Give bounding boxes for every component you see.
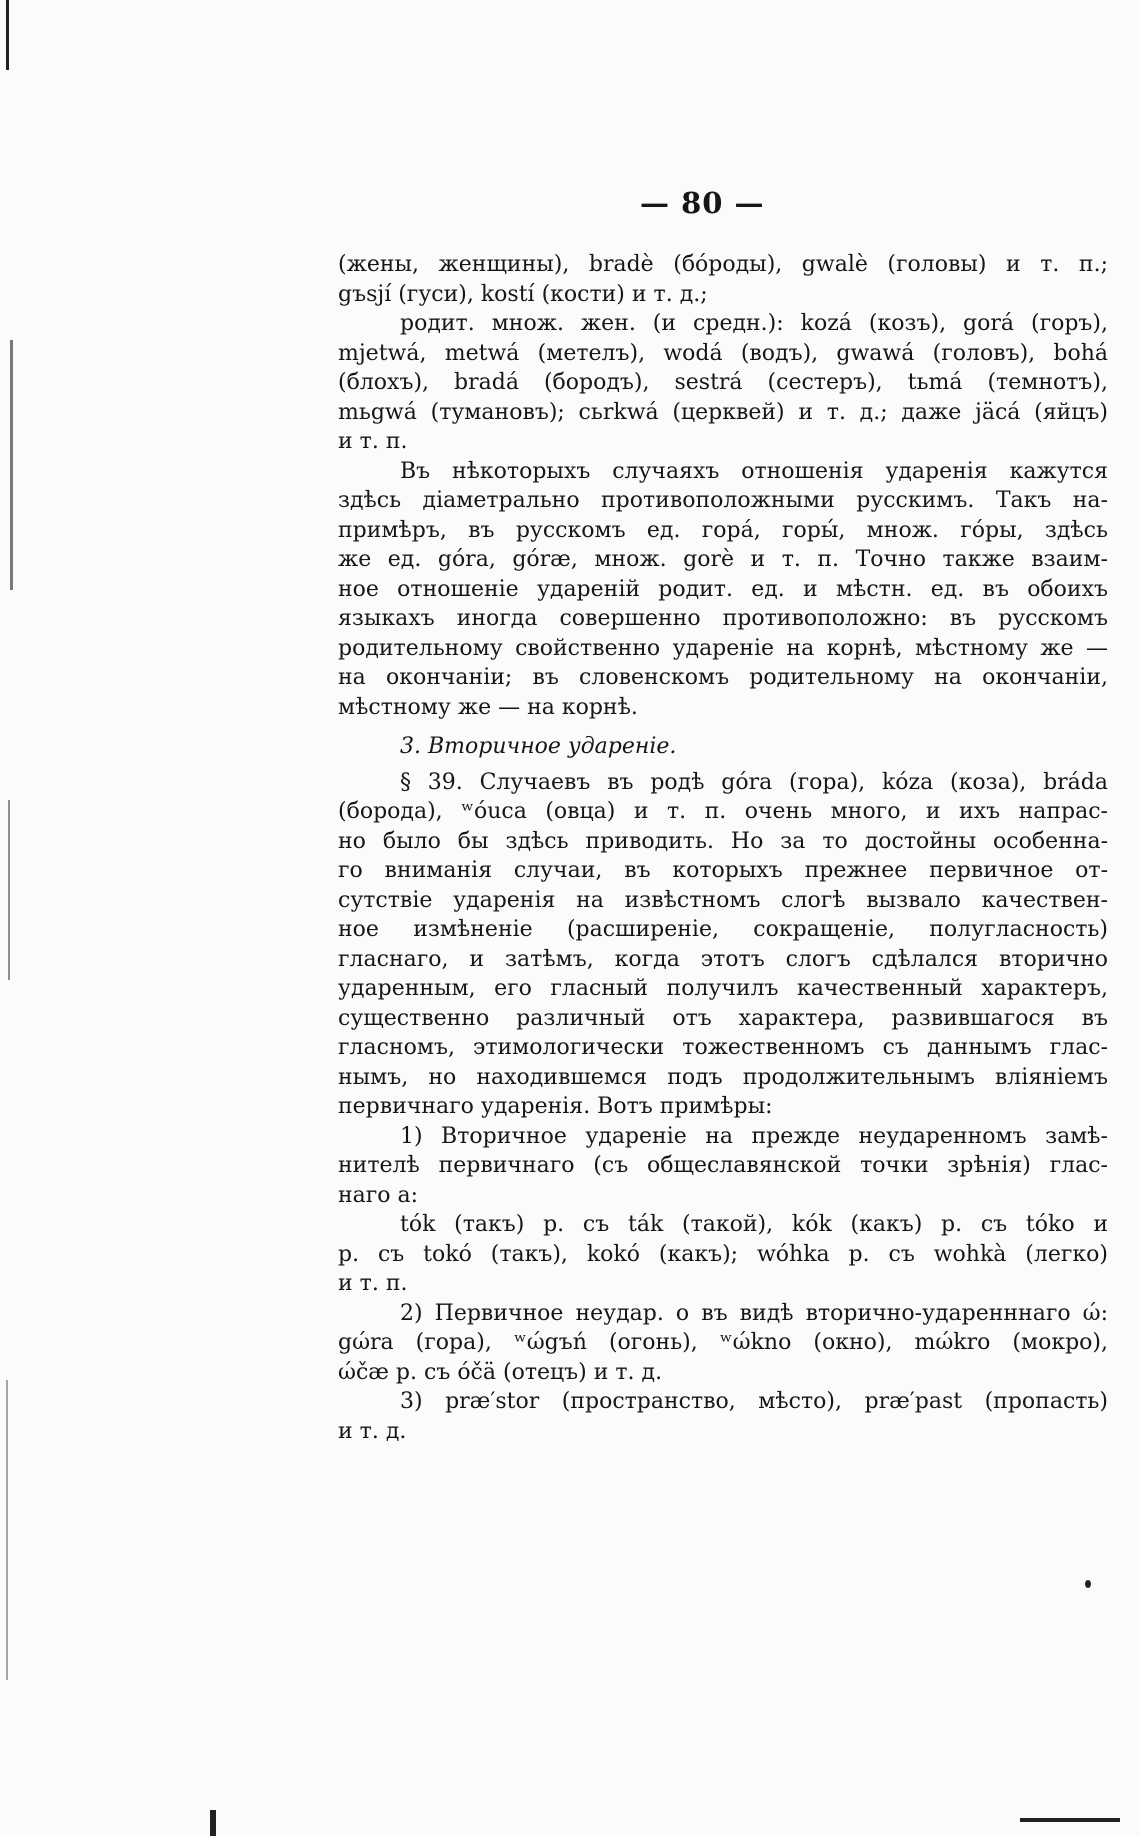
text-line: Въ нѣкоторыхъ случаяхъ отношенія ударенія кажутся (400, 458, 1108, 484)
text-line: (блохъ), bradá (бородъ), sestrá (сестеръ), tьmá (темнотъ), (338, 370, 1108, 395)
text-line: и т. п. (338, 429, 408, 454)
scan-dot (1085, 1580, 1091, 1588)
text-line: на окончаніи; въ словенскомъ родительному на окончаніи, (338, 665, 1108, 690)
text-line: примѣръ, въ русскомъ ед. горá, горы́, множ. гóры, здѣсь (338, 517, 1108, 543)
scan-edge-mark (10, 340, 13, 590)
text-line: родит. множ. жен. (и средн.): kozá (козъ), gorá (горъ), (400, 311, 1108, 336)
paragraph-item-3 (338, 1387, 1108, 1446)
text-line: нымъ, но находившемся подъ продолжительнымъ вліяніемъ (338, 1064, 1108, 1090)
paragraph-item-1 (338, 1122, 1108, 1211)
scan-edge-mark (8, 800, 10, 980)
text-line: первичнаго ударенія. Вотъ примѣры: (338, 1094, 773, 1119)
text-line: сутствіе ударенія на извѣстномъ слогѣ вызвало качествен- (338, 887, 1108, 913)
paragraph-stress-opposition (338, 457, 1108, 723)
paragraph-gen-plural-fem (338, 309, 1108, 457)
page-number: — 80 — (640, 186, 765, 220)
scan-edge-mark (6, 0, 9, 70)
text-line: mjetwá, metwá (метелъ), wodá (водъ), gwawá (головъ), bohá (338, 340, 1108, 366)
text-line: ώčæ р. съ óčä (отецъ) и т. д. (338, 1359, 663, 1385)
text-line: существенно различный отъ характера, развившагося въ (338, 1005, 1108, 1031)
text-line: tók (такъ) р. съ ták (такой), kók (какъ) р. съ tóko и (400, 1212, 1108, 1237)
page-body (338, 250, 1108, 1446)
text-line: (жены, женщины), bradè (бóроды), gwalè (головы) и т. п.; (338, 252, 1108, 277)
scan-edge-mark (6, 1380, 8, 1680)
text-line: gώra (гора), ʷώgъń (огонь), ʷώkno (окно), mώkro (мокро), (338, 1330, 1108, 1355)
text-line: но было бы здѣсь приводить. Но за то достойны особенна- (338, 828, 1108, 854)
text-line: здѣсь діаметрально противоположными русскимъ. Такъ на- (338, 488, 1108, 513)
text-line: (борода), ʷóuca (овца) и т. п. очень много, и ихъ напрас- (338, 799, 1108, 824)
text-line: и т. д. (338, 1418, 407, 1444)
text-line: ное отношеніе удареній родит. ед. и мѣстн. ед. въ обоихъ (338, 576, 1108, 602)
paragraph-item-2 (338, 1299, 1108, 1388)
text-line: § 39. Случаевъ въ родѣ góra (гора), kóza (коза), bráda (400, 769, 1108, 795)
scan-bottom-mark (1020, 1818, 1120, 1822)
text-line: гласномъ, этимологически тожественномъ съ даннымъ глас- (338, 1035, 1108, 1060)
text-line: 3) præ′stor (пространство, мѣсто), præ′past (пропасть) (400, 1389, 1108, 1414)
text-line: же ед. góra, góræ, множ. gorè и т. п. Точно также взаим- (338, 547, 1108, 572)
text-line: р. съ tokó (такъ), kokó (какъ); wóhka р. съ wohkà (легко) (338, 1241, 1108, 1267)
text-line: 1) Вторичное удареніе на прежде неударенномъ замѣ- (400, 1123, 1108, 1149)
paragraph-item-1-examples (338, 1210, 1108, 1299)
text-line: нителѣ первичнаго (съ общеславянской точки зрѣнія) глас- (338, 1153, 1108, 1178)
section-heading: 3. Вторичное удареніе. (400, 734, 677, 759)
paragraph-section-39 (338, 768, 1108, 1122)
paragraph-gen-plural-cont (338, 250, 1108, 309)
text-line: мѣстному же — на корнѣ. (338, 694, 638, 720)
text-line: языкахъ иногда совершенно противоположно: въ русскомъ (338, 606, 1108, 631)
text-line: ное измѣненіе (расширеніе, сокращеніе, полугласность) (338, 917, 1108, 942)
scan-bottom-mark (210, 1810, 216, 1836)
text-line: наго a: (338, 1182, 419, 1208)
text-line: и т. п. (338, 1271, 408, 1296)
text-line: 2) Первичное неудар. o въ видѣ вторично-ударенннаго ώ: (400, 1300, 1108, 1326)
text-line: го вниманія случаи, въ которыхъ прежнее первичное от- (338, 858, 1108, 883)
text-line: родительному свойственно удареніе на корнѣ, мѣстному же — (338, 635, 1108, 661)
text-line: mьgwá (тумановъ); cьrkwá (церквей) и т. д.; даже jäcá (яйцъ) (338, 399, 1108, 425)
text-line: гласнаго, и затѣмъ, когда этотъ слогъ сдѣлался вторично (338, 946, 1108, 972)
text-line: gъsjí (гуси), kostí (кости) и т. д.; (338, 281, 708, 307)
text-line: ударенным, его гласный получилъ качественный характеръ, (338, 976, 1108, 1001)
